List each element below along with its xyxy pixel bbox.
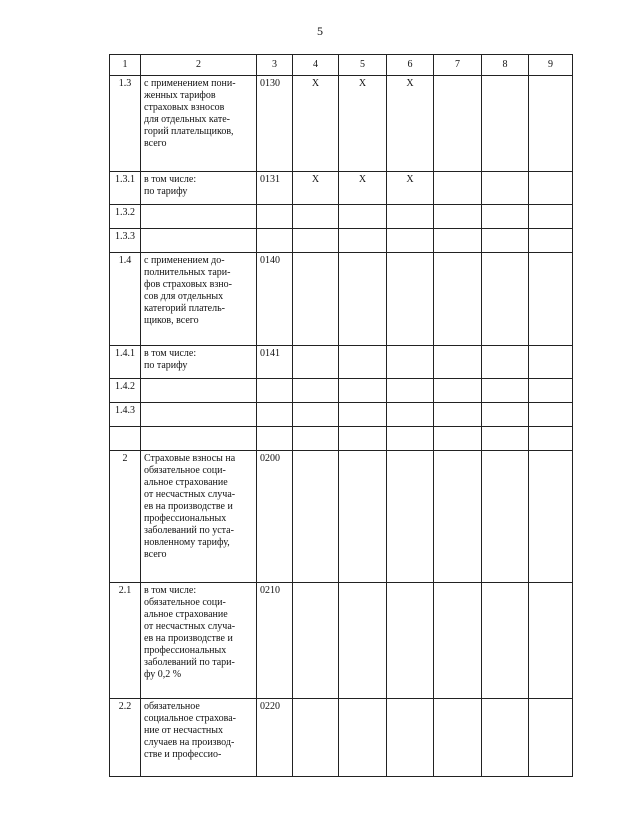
cell-col-6 <box>387 253 434 346</box>
row-description: с применением пони- женных тарифов страховых взносов для отдельных кате- горий плательщиков, всего <box>141 76 257 172</box>
column-header: 6 <box>387 55 434 76</box>
row-number <box>110 427 141 451</box>
cell-col-5 <box>339 427 387 451</box>
cell-col-4 <box>293 253 339 346</box>
row-number: 1.4.2 <box>110 379 141 403</box>
row-number: 2.2 <box>110 699 141 777</box>
cell-col-5 <box>339 583 387 699</box>
cell-col-4: Х <box>293 76 339 172</box>
cell-col-6 <box>387 451 434 583</box>
cell-col-7 <box>434 699 482 777</box>
cell-col-4 <box>293 583 339 699</box>
row-number: 1.3.1 <box>110 172 141 205</box>
row-code <box>257 229 293 253</box>
cell-col-5 <box>339 346 387 379</box>
row-code: 0200 <box>257 451 293 583</box>
cell-col-5 <box>339 403 387 427</box>
cell-col-5: Х <box>339 172 387 205</box>
cell-col-6 <box>387 346 434 379</box>
column-header: 5 <box>339 55 387 76</box>
column-header: 2 <box>141 55 257 76</box>
table-row <box>110 76 573 172</box>
cell-col-9 <box>529 451 573 583</box>
cell-col-8 <box>482 403 529 427</box>
cell-col-9 <box>529 229 573 253</box>
page-number: 5 <box>317 24 323 38</box>
row-code: 0210 <box>257 583 293 699</box>
cell-col-4 <box>293 451 339 583</box>
cell-col-9 <box>529 379 573 403</box>
cell-col-7 <box>434 379 482 403</box>
cell-col-4 <box>293 205 339 229</box>
cell-col-5 <box>339 205 387 229</box>
cell-col-4 <box>293 699 339 777</box>
cell-col-5 <box>339 229 387 253</box>
cell-col-5 <box>339 253 387 346</box>
cell-col-8 <box>482 699 529 777</box>
cell-col-6: Х <box>387 172 434 205</box>
cell-col-4 <box>293 427 339 451</box>
cell-col-9 <box>529 427 573 451</box>
cell-col-5 <box>339 699 387 777</box>
cell-col-6 <box>387 205 434 229</box>
cell-col-4 <box>293 403 339 427</box>
row-description <box>141 427 257 451</box>
cell-col-7 <box>434 346 482 379</box>
cell-col-6 <box>387 379 434 403</box>
cell-col-4 <box>293 379 339 403</box>
cell-col-9 <box>529 699 573 777</box>
table-row <box>110 229 573 253</box>
cell-col-4 <box>293 229 339 253</box>
row-code: 0130 <box>257 76 293 172</box>
cell-col-7 <box>434 427 482 451</box>
cell-col-9 <box>529 253 573 346</box>
cell-col-8 <box>482 172 529 205</box>
cell-col-9 <box>529 403 573 427</box>
row-code: 0220 <box>257 699 293 777</box>
table-row <box>110 427 573 451</box>
table-header-row <box>110 55 573 76</box>
cell-col-6 <box>387 699 434 777</box>
cell-col-5 <box>339 379 387 403</box>
table-row <box>110 205 573 229</box>
cell-col-9 <box>529 346 573 379</box>
column-header: 3 <box>257 55 293 76</box>
cell-col-5: Х <box>339 76 387 172</box>
table-row <box>110 403 573 427</box>
cell-col-8 <box>482 451 529 583</box>
cell-col-9 <box>529 583 573 699</box>
cell-col-7 <box>434 583 482 699</box>
row-description: в том числе: по тарифу <box>141 172 257 205</box>
cell-col-8 <box>482 76 529 172</box>
cell-col-8 <box>482 205 529 229</box>
cell-col-8 <box>482 253 529 346</box>
row-description: в том числе: обязательное соци- альное страхование от несчастных случа- ев на производстве и профессиональных заболеваний по тари- фу 0,2 % <box>141 583 257 699</box>
row-description <box>141 403 257 427</box>
row-code <box>257 379 293 403</box>
cell-col-8 <box>482 583 529 699</box>
cell-col-7 <box>434 451 482 583</box>
cell-col-6 <box>387 427 434 451</box>
cell-col-7 <box>434 172 482 205</box>
cell-col-9 <box>529 205 573 229</box>
row-number: 1.3 <box>110 76 141 172</box>
row-number: 2 <box>110 451 141 583</box>
row-description: Страховые взносы на обязательное соци- альное страхование от несчастных случа- ев на производстве и профессиональных заболеваний по уста- новленному тарифу, всего <box>141 451 257 583</box>
column-header: 1 <box>110 55 141 76</box>
table-row <box>110 451 573 583</box>
row-description <box>141 379 257 403</box>
cell-col-7 <box>434 229 482 253</box>
cell-col-7 <box>434 253 482 346</box>
row-number: 2.1 <box>110 583 141 699</box>
cell-col-4 <box>293 346 339 379</box>
row-code <box>257 205 293 229</box>
table-row <box>110 699 573 777</box>
table-row <box>110 379 573 403</box>
cell-col-5 <box>339 451 387 583</box>
report-table <box>109 54 573 777</box>
column-header: 4 <box>293 55 339 76</box>
cell-col-6 <box>387 229 434 253</box>
row-code <box>257 403 293 427</box>
cell-col-6 <box>387 583 434 699</box>
column-header: 7 <box>434 55 482 76</box>
row-description: в том числе: по тарифу <box>141 346 257 379</box>
cell-col-6: Х <box>387 76 434 172</box>
row-code <box>257 427 293 451</box>
cell-col-9 <box>529 76 573 172</box>
cell-col-9 <box>529 172 573 205</box>
row-description <box>141 205 257 229</box>
cell-col-6 <box>387 403 434 427</box>
row-number: 1.4.1 <box>110 346 141 379</box>
cell-col-8 <box>482 379 529 403</box>
cell-col-7 <box>434 403 482 427</box>
cell-col-4: Х <box>293 172 339 205</box>
table-row <box>110 172 573 205</box>
cell-col-7 <box>434 205 482 229</box>
cell-col-7 <box>434 76 482 172</box>
row-description <box>141 229 257 253</box>
column-header: 8 <box>482 55 529 76</box>
table-row <box>110 583 573 699</box>
table-row <box>110 253 573 346</box>
cell-col-8 <box>482 346 529 379</box>
row-code: 0131 <box>257 172 293 205</box>
row-description: с применением до- полнительных тари- фов страховых взно- сов для отдельных категорий платель- щиков, всего <box>141 253 257 346</box>
row-number: 1.3.2 <box>110 205 141 229</box>
row-number: 1.4.3 <box>110 403 141 427</box>
table-row <box>110 346 573 379</box>
row-number: 1.4 <box>110 253 141 346</box>
cell-col-8 <box>482 427 529 451</box>
row-code: 0140 <box>257 253 293 346</box>
cell-col-8 <box>482 229 529 253</box>
row-code: 0141 <box>257 346 293 379</box>
row-number: 1.3.3 <box>110 229 141 253</box>
row-description: обязательное социальное страхова- ние от несчастных случаев на производ- стве и профессио- <box>141 699 257 777</box>
column-header: 9 <box>529 55 573 76</box>
